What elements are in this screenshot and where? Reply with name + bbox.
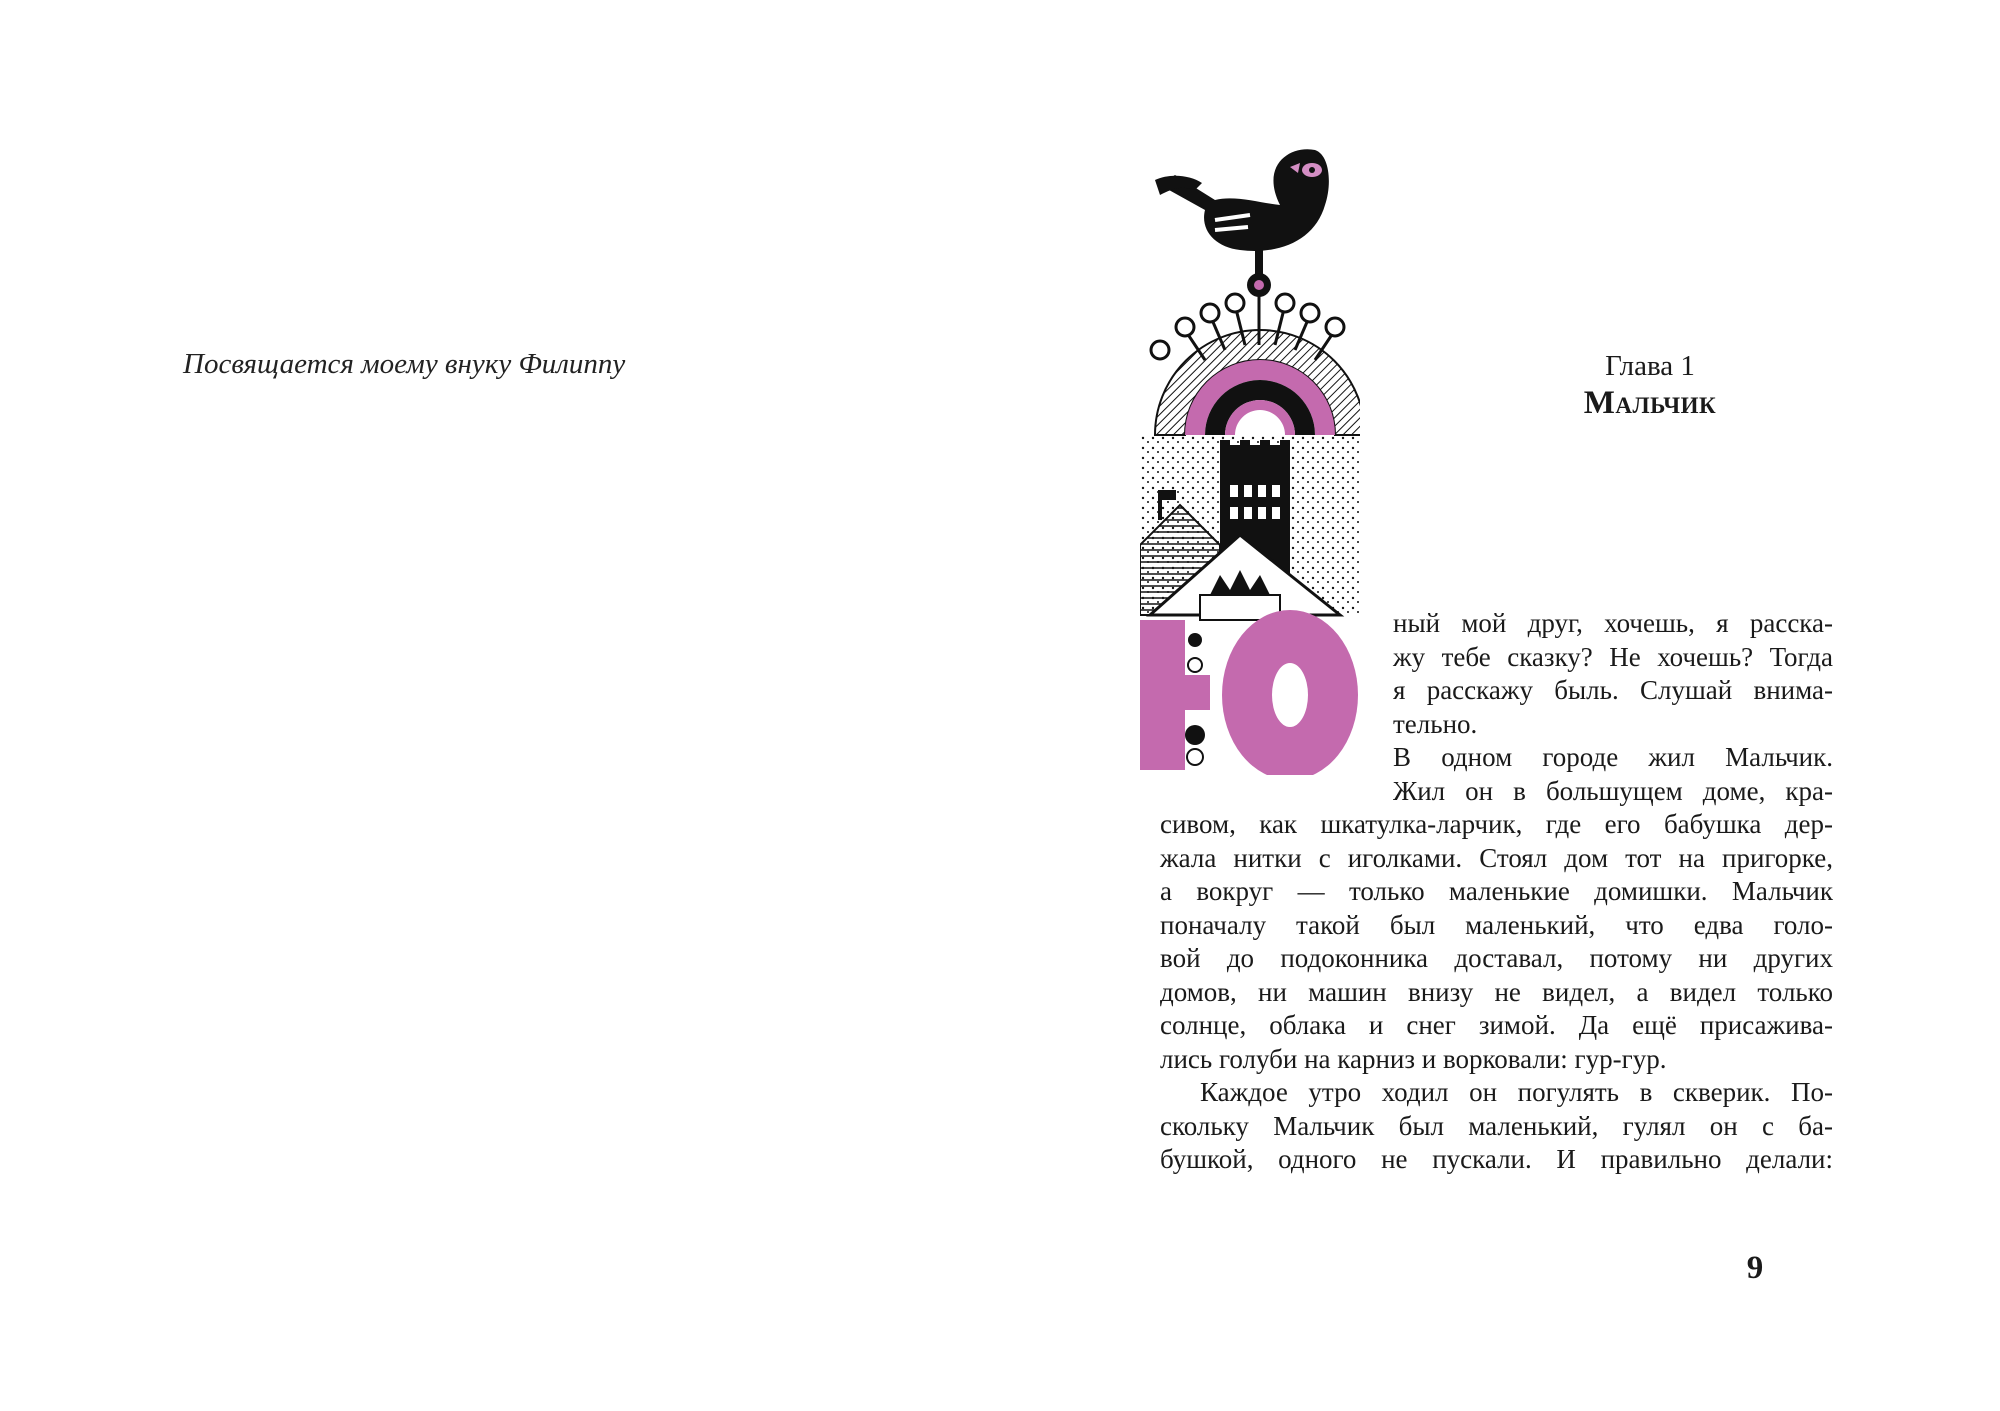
chapter-title: Мальчик — [1583, 385, 1717, 421]
text-line: вой до подоконника доставал, потому ни других — [1160, 943, 1833, 973]
text-line: сивом, как шкатулка-ларчик, где его бабушка дер- — [1160, 809, 1833, 839]
bird-icon — [1155, 149, 1329, 297]
right-page — [1000, 0, 2000, 1411]
text-line: солнце, облака и снег зимой. Да ещё присажива- — [1160, 1010, 1833, 1040]
text-line: тельно. — [1393, 708, 1478, 739]
rainbow-arch — [1155, 330, 1360, 435]
text-line: лись голуби на карниз и ворковали: гур-гур. — [1160, 1043, 1667, 1074]
dedication: Посвящается моему внуку Филиппу — [183, 348, 626, 380]
drop-cap-illustration — [1140, 145, 1360, 775]
text-line: жала нитки с иголками. Стоял дом тот на пригорке, — [1160, 842, 1833, 873]
drop-cap-letter — [1140, 610, 1358, 775]
text-line: а вокруг — только маленькие домишки. Мальчик — [1160, 876, 1833, 906]
city-scene — [1140, 435, 1360, 620]
chapter-number: Глава 1 — [1605, 350, 1695, 382]
text-line: Жил он в большущем доме, кра- — [1393, 775, 1833, 806]
page-number: 9 — [1746, 1250, 1764, 1286]
text-line: я расскажу быль. Слушай внима- — [1393, 675, 1833, 705]
wide-text-block — [1160, 808, 1833, 1177]
text-line: В одном городе жил Мальчик. — [1393, 742, 1833, 772]
text-line: домов, ни машин внизу не видел, а видел только — [1160, 976, 1833, 1007]
text-line: бушкой, одного не пускали. И правильно делали: — [1160, 1144, 1833, 1174]
text-line: поначалу такой был маленький, что едва голо- — [1160, 909, 1833, 940]
narrow-text-block — [1393, 607, 1833, 808]
text-line: скольку Мальчик был маленький, гулял он с ба- — [1160, 1110, 1833, 1141]
text-line: Каждое утро ходил он погулять в скверик. По- — [1200, 1077, 1833, 1107]
text-line: жу тебе сказку? Не хочешь? Тогда — [1393, 641, 1833, 672]
text-line: ный мой друг, хочешь, я расска- — [1393, 608, 1833, 638]
